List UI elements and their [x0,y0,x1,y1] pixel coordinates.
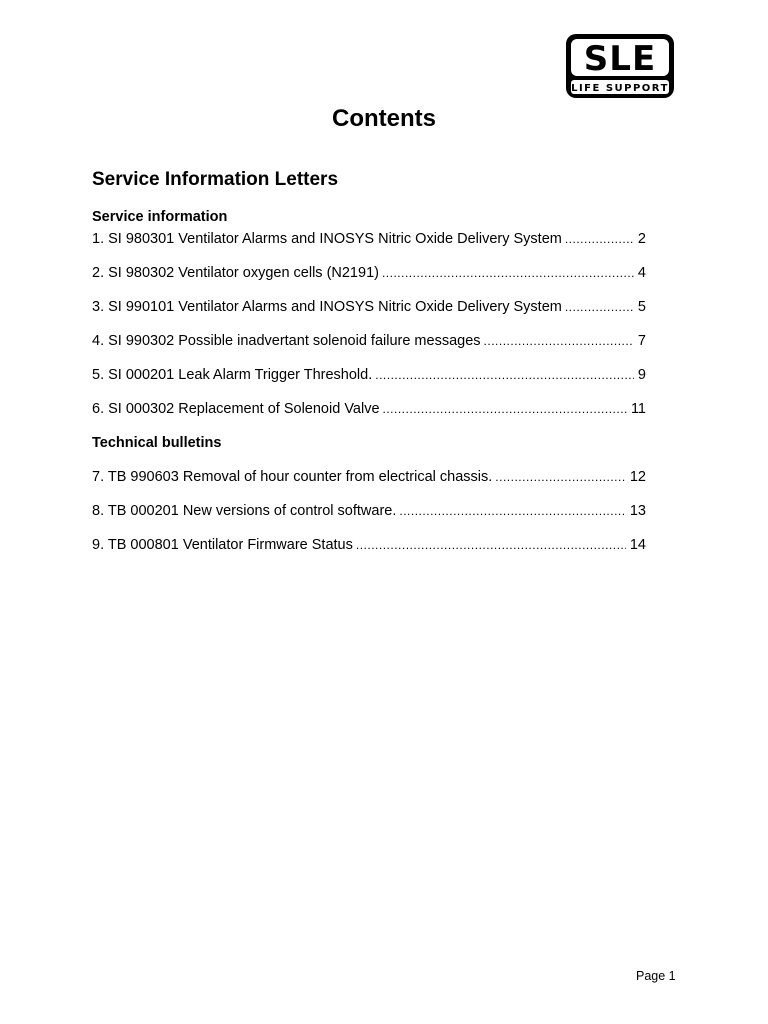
toc-entry-text: 1. SI 980301 Ventilator Alarms and INOSYS Nitric Oxide Delivery System [92,231,562,247]
toc-entry-text: 4. SI 990302 Possible inadvertant solenoid failure messages [92,333,481,349]
toc-leader-dots [375,365,634,385]
toc-entry[interactable] [92,331,646,351]
toc-leader-dots [382,263,634,283]
toc-entry-page: 11 [630,401,646,417]
toc-entry-page: 9 [637,367,646,383]
service-information-heading: Service information [92,209,228,225]
technical-bulletins-heading: Technical bulletins [92,435,222,451]
sle-life-support-logo [564,32,676,100]
toc-leader-dots [383,399,627,419]
toc-entry-page: 14 [629,537,646,553]
toc-entry-page: 2 [637,231,646,247]
toc-entry[interactable] [92,501,646,521]
page-title: Contents [332,105,436,132]
toc-entry[interactable] [92,535,646,555]
toc-leader-dots [399,501,625,521]
toc-entry-text: 9. TB 000801 Ventilator Firmware Status [92,537,353,553]
toc-entry-text: 5. SI 000201 Leak Alarm Trigger Threshold. [92,367,373,383]
toc-entry[interactable] [92,365,646,385]
toc-entry-page: 5 [637,299,646,315]
toc-entry-text: 3. SI 990101 Ventilator Alarms and INOSYS Nitric Oxide Delivery System [92,299,562,315]
toc-entry[interactable] [92,229,646,249]
toc-entry-page: 12 [629,469,646,485]
toc-leader-dots [565,229,634,249]
toc-entry-page: 13 [629,503,646,519]
toc-leader-dots [356,535,626,555]
page-number: Page 1 [636,969,676,983]
toc-entry[interactable] [92,263,646,283]
toc-entry-text: 2. SI 980302 Ventilator oxygen cells (N2191) [92,265,379,281]
toc-leader-dots [495,467,626,487]
section-heading: Service Information Letters [92,169,339,190]
toc-leader-dots [484,331,634,351]
toc-entry-page: 7 [637,333,646,349]
logo-tagline: LIFE SUPPORT [571,83,669,94]
toc-entry-text: 8. TB 000201 New versions of control software. [92,503,397,519]
toc-entry-text: 7. TB 990603 Removal of hour counter from electrical chassis. [92,469,493,485]
logo-brand: SLE [583,39,657,79]
toc-leader-dots [565,297,634,317]
toc-entry[interactable] [92,297,646,317]
toc-entry[interactable] [92,467,646,487]
toc-entry[interactable] [92,399,646,419]
toc-entry-page: 4 [637,265,646,281]
toc-entry-text: 6. SI 000302 Replacement of Solenoid Valve [92,401,380,417]
